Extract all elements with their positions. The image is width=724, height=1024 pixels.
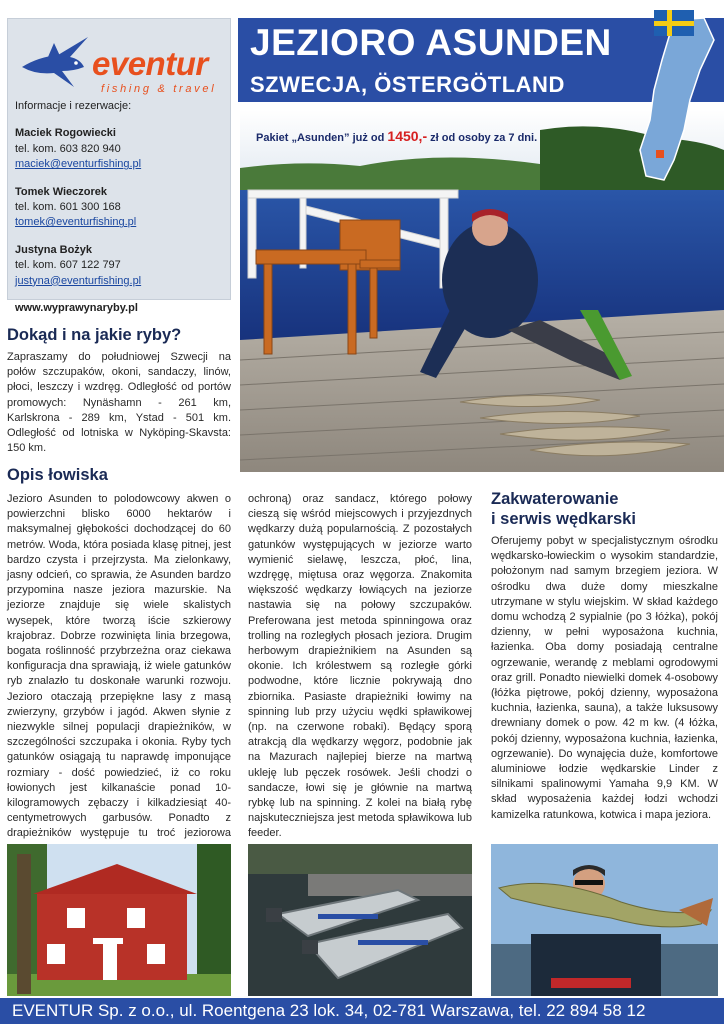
boats-photo xyxy=(248,844,472,996)
section-text-zakwaterowanie: Oferujemy pobyt w specjalistycznym ośrodku wędkarsko-łowieckim o wysokim standardzie, położonym nad samym brzegiem jeziora. W ośrodku dwa duże domy mieszkalne utrzymane w stylu wiejskim. W skład każdego domu wchodzą 2 sypialnie (po 3 łóżka), pokój dzienny, w pełni wyposażona kuchnia, łazienka. Oba domy posiadają centralne ogrzewanie, werandę z meblami ogrodowymi oraz grill. Ponadto niewielki domek 4-osobowy (łóżka piętrowe, pokój dzienny, wyposażona kuchnia, łazienka, sauna), a także luksusowy drewniany domek o pow. 42 m kw. (4 łóżka, pokój dzienny, wyposażona kuchnia, łazienka, ogrzewanie). Do wynajęcia duże, komfortowe aluminiowe łodzie wędkarskie Linder z silnikami spalinowymi Yamaha 9,9 KM. W skład wyposażenia każdej łodzi wchodzi kamizelka ratunkowa, kotwica i mapa jeziora. xyxy=(491,535,718,821)
contact-name: Justyna Bożyk xyxy=(15,243,93,256)
contact-person xyxy=(15,126,227,172)
offer-price: 1450,- xyxy=(387,128,428,144)
eventur-logo[interactable] xyxy=(18,27,224,99)
contact-email-link[interactable]: tomek@eventurfishing.pl xyxy=(15,216,137,229)
contact-sidebar xyxy=(7,18,231,315)
heading-line: i serwis wędkarski xyxy=(491,510,636,528)
contact-phone: tel. kom. 601 300 168 xyxy=(15,201,121,214)
section-text-opis-col1: Jezioro Asunden to polodowcowy akwen o powierzchni blisko 6000 hektarów i maksymalnej głębokości dochodzącej do 60 metrów. Woda, która posiada klasę pitnej, jest bardzo czysta i przejrzysta. Ma zielonkawy, jasny odcień, co sprawia, że Asunden bardzo przypomina nasze jeziora mazurskie. Na jeziorze znajduje się wiele skalistych wysepek, które tworzą iście szkierowy krajobraz. Dobrze rozwinięta linia brzegowa, bogata roślinność przybrzeżna oraz ciekawa konfiguracja dna sprawiają, iż wiele gatunków ryb znalazło tu doskonałe warunki rozwoju. Jezioro otaczają przepiękne lasy z masą zwierzyny, grzybów i jagód. Akwen słynie z niezwykle silnej populacji drapieżników, w szczególności szczupaka i okonia. Ryby tych gatunków osiągają tu naprawdę imponujące rozmiary - dość powiedzieć, iż co roku łowionych jest kilkanaście ponad 10-kilogramowych zębaczy i kilkadziesiąt 40- centymetrowych garbusów. Ponadto z drapieżników występuje tu troć jeziorowa xyxy=(7,493,231,840)
sweden-map xyxy=(604,10,724,210)
marlin-icon xyxy=(18,27,98,99)
section-text-dokad: Zapraszamy do południowej Szwecji na połów szczupaków, okoni, sandaczy, linów, płoci, leszczy i wzdręg. Odległość od portów promowych: Nynäshamn - 261 km, Karlskrona - 289 km, Ystad - 501 km. Odległość od lotniska w Nyköping-Skavsta: 150 km. xyxy=(7,351,231,455)
website-link[interactable]: www.wyprawynaryby.pl xyxy=(15,302,138,315)
contact-name: Maciek Rogowiecki xyxy=(15,127,116,140)
contact-person xyxy=(15,243,227,289)
house-photo xyxy=(7,844,231,996)
page-subtitle: SZWECJA, ÖSTERGÖTLAND xyxy=(250,72,565,97)
offer-suffix: zł od osoby za 7 dni. xyxy=(427,132,538,144)
section-heading-zakwaterowanie xyxy=(491,489,636,529)
section-heading-opis: Opis łowiska xyxy=(7,466,108,484)
page-title: JEZIORO ASUNDEN xyxy=(250,22,612,63)
contact-heading: Informacje i rezerwacje: xyxy=(15,100,132,112)
section-text-opis-col2: ochroną) oraz sandacz, którego połowy cieszą się wśród miejscowych i przyjezdnych wędkarzy dużą popularnością. Z pozostałych gatunków występujących w jeziorze warto wymienić sielawę, leszcza, płoć, lina, wzdręgę, miętusa oraz węgorza. Znakomita większość wędkarzy łowiących na jeziorze nastawia się na połowy szczupaków. Preferowana jest metoda spinningowa oraz trolling na rozległych płosach jeziora. Drugim herbowym drapieżnikiem na Asunden są okonie. Ich królestwem są rozległe górki podwodne, które licznie pokrywają dno zbiornika. Pasiaste drapieżniki łowimy na spinning lub przy użyciu wędki spławikowej (np. na czerwone robaki). Będący sporą atrakcją dla wędkarzy węgorz, podobnie jak na Mazurach najlepiej bierze na martwą ukleję lub pęczek rosówek. Jeśli chodzi o sandacze, łowi się je głównie na martwą rybkę lub na spinning. Z kolei na białą rybę najskuteczniejsza jest metoda spławikowa lub feeder. xyxy=(248,493,472,840)
section-heading-dokad: Dokąd i na jakie ryby? xyxy=(7,326,182,344)
contact-email-link[interactable]: maciek@eventurfishing.pl xyxy=(15,158,142,171)
contact-email-link[interactable]: justyna@eventurfishing.pl xyxy=(15,274,142,287)
contact-phone: tel. kom. 607 122 797 xyxy=(15,259,121,272)
brand-name: eventur xyxy=(92,45,208,82)
brand-tagline: fishing & travel xyxy=(101,83,217,95)
swedish-flag-icon xyxy=(654,10,694,36)
contact-info xyxy=(15,99,227,316)
contact-phone: tel. kom. 603 820 940 xyxy=(15,142,121,155)
location-marker-icon xyxy=(656,150,664,158)
contact-person xyxy=(15,185,227,231)
footer-address: EVENTUR Sp. z o.o., ul. Roentgena 23 lok. 34, 02-781 Warszawa, tel. 22 894 58 12 xyxy=(0,998,724,1024)
pike-photo xyxy=(491,844,718,996)
heading-line: Zakwaterowanie xyxy=(491,490,619,508)
contact-name: Tomek Wieczorek xyxy=(15,185,108,198)
offer-prefix: Pakiet „Asunden” już od xyxy=(256,132,388,144)
